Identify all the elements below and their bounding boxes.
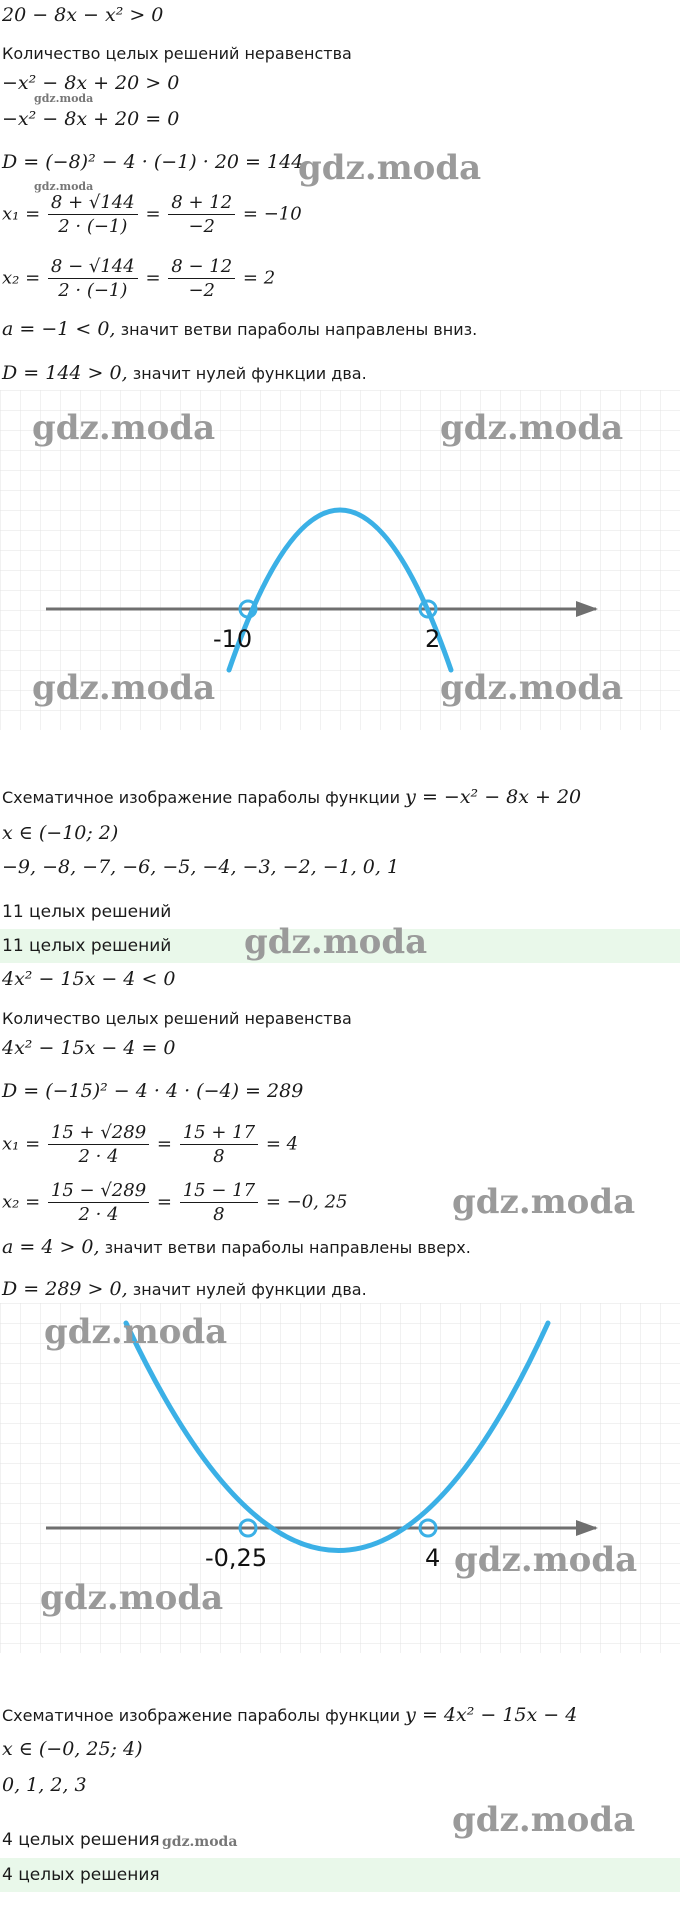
step-2-1: 4x² − 15x − 4 = 0 <box>2 1037 176 1059</box>
interval-2: x ∈ (−0, 25; 4) <box>2 1738 143 1760</box>
interval-1: x ∈ (−10; 2) <box>2 822 119 844</box>
caption-1 <box>2 786 581 808</box>
watermark: gdz.moda <box>32 668 216 708</box>
answer-box-2 <box>0 1858 680 1892</box>
inequality-1: 20 − 8x − x² > 0 <box>2 4 164 26</box>
watermark-small: gdz.moda <box>34 180 94 193</box>
task-label-1: Количество целых решений неравенства <box>2 44 352 63</box>
caption-text: Схематичное изображение параболы функции <box>2 1706 401 1725</box>
root-x1-2: x₁ = $\frac{15 + √289}{2 \cdot 4}$ = $\frac{15 + 17}{8}$ = 4 <box>2 1122 299 1167</box>
denominator: 2 · (−1) <box>58 280 128 301</box>
answer-text: 4 целых решения <box>2 1865 160 1885</box>
answer-text: 11 целых решений <box>2 936 172 956</box>
numerator: 15 + 17 <box>180 1122 258 1145</box>
denominator: 2 · 4 <box>78 1146 119 1167</box>
zeros-line-1 <box>2 362 367 384</box>
watermark-small: gdz.moda <box>34 92 94 105</box>
watermark: gdz.moda <box>452 1800 636 1840</box>
root-label-left: -0,25 <box>205 1544 268 1572</box>
denominator: 2 · 4 <box>78 1204 119 1225</box>
fraction <box>180 1122 258 1167</box>
discriminant-2: D = (−15)² − 4 · 4 · (−4) = 289 <box>2 1080 304 1102</box>
result-plain-2: 4 целых решения <box>2 1830 160 1850</box>
fraction <box>48 256 138 301</box>
root-label-right: 4 <box>425 1544 441 1572</box>
denominator: 8 <box>213 1204 225 1225</box>
numerator: 15 + √289 <box>48 1122 149 1145</box>
caption-math: y = −x² − 8x + 20 <box>405 786 582 808</box>
watermark: gdz.moda <box>440 668 624 708</box>
root-lhs: x₁ = <box>2 203 41 225</box>
fraction <box>48 1122 149 1167</box>
branches-math: a = 4 > 0, <box>2 1236 100 1258</box>
root-result: = 2 <box>242 267 276 289</box>
root-result: = −10 <box>242 203 302 225</box>
root-result: = 4 <box>265 1133 299 1155</box>
discriminant-1: D = (−8)² − 4 · (−1) · 20 = 144 <box>2 151 304 173</box>
denominator: 2 · (−1) <box>58 216 128 237</box>
step-1-1: −x² − 8x + 20 > 0 <box>2 72 180 94</box>
zeros-line-2 <box>2 1278 367 1300</box>
fraction <box>48 192 138 237</box>
numerator: 8 + √144 <box>48 192 138 215</box>
zeros-text: значит нулей функции два. <box>132 364 367 383</box>
integers-1: −9, −8, −7, −6, −5, −4, −3, −2, −1, 0, 1 <box>2 856 400 878</box>
caption-text: Схематичное изображение параболы функции <box>2 788 401 807</box>
zeros-math: D = 289 > 0, <box>2 1278 128 1300</box>
root-lhs: x₁ = <box>2 1133 41 1155</box>
zeros-text: значит нулей функции два. <box>132 1280 367 1299</box>
fraction <box>48 1180 149 1225</box>
root-lhs: x₂ = <box>2 1191 41 1213</box>
root-x2-1: x₂ = $\frac{8 - √144}{2 \cdot (-1)}$ = $\frac{8 - 12}{-2}$ = 2 <box>2 256 276 301</box>
watermark: gdz.moda <box>40 1578 224 1618</box>
denominator: 8 <box>213 1146 225 1167</box>
root-lhs: x₂ = <box>2 267 41 289</box>
fraction <box>180 1180 258 1225</box>
watermark: gdz.moda <box>452 1182 636 1222</box>
watermark: gdz.moda <box>32 408 216 448</box>
inequality-2: 4x² − 15x − 4 < 0 <box>2 968 176 990</box>
numerator: 8 + 12 <box>168 192 235 215</box>
numerator: 15 − √289 <box>48 1180 149 1203</box>
root-label-right: 2 <box>425 625 441 653</box>
fraction <box>168 192 235 237</box>
branches-math: a = −1 < 0, <box>2 318 116 340</box>
root-label-left: -10 <box>213 625 253 653</box>
numerator: 8 − √144 <box>48 256 138 279</box>
task-label-2: Количество целых решений неравенства <box>2 1009 352 1028</box>
result-plain-1: 11 целых решений <box>2 902 172 922</box>
watermark: gdz.moda <box>440 408 624 448</box>
numerator: 15 − 17 <box>180 1180 258 1203</box>
watermark: gdz.moda <box>44 1312 228 1352</box>
step-1-2: −x² − 8x + 20 = 0 <box>2 108 180 130</box>
branches-line-1 <box>2 318 477 340</box>
branches-text: значит ветви параболы направлены вниз. <box>120 320 478 339</box>
root-x2-2: x₂ = $\frac{15 - √289}{2 \cdot 4}$ = $\frac{15 - 17}{8}$ = −0, 25 <box>2 1180 348 1225</box>
caption-math: y = 4x² − 15x − 4 <box>405 1704 578 1726</box>
zeros-math: D = 144 > 0, <box>2 362 128 384</box>
caption-2 <box>2 1704 577 1726</box>
branches-line-2 <box>2 1236 471 1258</box>
integers-2: 0, 1, 2, 3 <box>2 1774 87 1796</box>
fraction <box>168 256 235 301</box>
denominator: −2 <box>188 280 215 301</box>
numerator: 8 − 12 <box>168 256 235 279</box>
root-result: = −0, 25 <box>265 1191 348 1213</box>
watermark: gdz.moda <box>244 922 428 962</box>
denominator: −2 <box>188 216 215 237</box>
root-x1-1: x₁ = $\frac{8 + √144}{2 \cdot (-1)}$ = $\frac{8 + 12}{-2}$ = −10 <box>2 192 302 237</box>
watermark: gdz.moda <box>454 1540 638 1580</box>
branches-text: значит ветви параболы направлены вверх. <box>104 1238 471 1257</box>
watermark-small: gdz.moda <box>162 1834 238 1850</box>
watermark: gdz.moda <box>298 148 482 188</box>
